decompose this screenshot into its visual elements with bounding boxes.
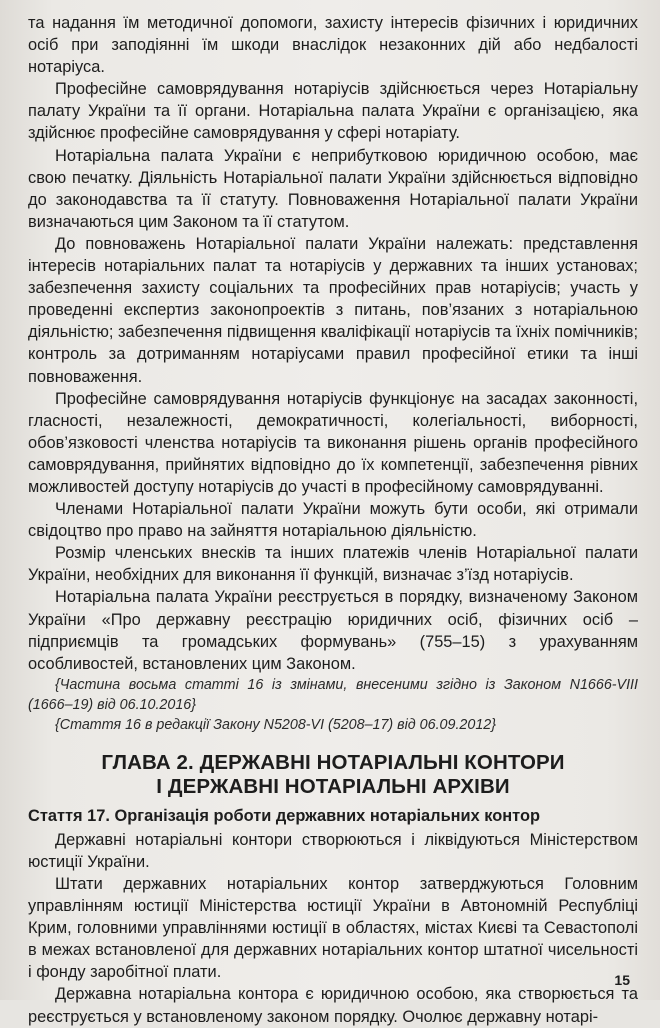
amendment-note: {Стаття 16 в редакції Закону N5208-VI (5208–17) від 06.09.2012}: [55, 716, 497, 733]
paragraph: Розмір членських внесків та інших платежів членів Нотаріальної палати України, необхідних для виконання її функцій, визначає з’їзд нотаріусів.: [28, 544, 638, 585]
page-number: 15: [614, 972, 630, 988]
paragraph: та надання їм методичної допомоги, захисту інтересів фізичних і юридичних осіб при заподіянні їм шкоди внаслідок незаконних дій або недбалості нотаріуса.: [28, 14, 638, 77]
paragraph: Нотаріальна палата України є неприбутковою юридичною особою, має свою печатку. Діяльність Нотаріальної палати України здійснюється відповідно до законодавства та її статуту. Повноваження Нотаріальної палати України визначаються цим Законом та її статутом.: [28, 146, 638, 231]
paragraph: Штати державних нотаріальних контор затверджуються Головним управлінням юстиції Міністерства юстиції України в Автономній Республіці Крим, головними управліннями юстиції в областях, містах Києві та Севастополі в межах встановленої для державних нотаріальних контор штатної чисельності і фонду заробітної плати.: [28, 875, 638, 982]
paragraph: Професійне самоврядування нотаріусів здійснюється через Нотаріальну палату України та її органи. Нотаріальна палата України є організацією, яка здійснює професійне самоврядування у сфері нотаріату.: [28, 80, 638, 143]
paragraph: Державні нотаріальні контори створюються і ліквідуються Міністерством юстиції України.: [28, 830, 638, 871]
paragraph: Членами Нотаріальної палати України можуть бути особи, які отримали свідоцтво про право на зайняття нотаріальною діяльністю.: [28, 500, 638, 541]
paragraph: Нотаріальна палата України реєструється в порядку, визначеному Законом України «Про державну реєстрацію юридичних осіб, фізичних осіб – підприємців та громадських формувань» (755–15) з урахуванням особливостей, встановлених цим Законом.: [28, 588, 638, 673]
chapter-heading-line: І ДЕРЖАВНІ НОТАРІАЛЬНІ АРХІВИ: [156, 774, 510, 798]
amendment-note: {Частина восьма статті 16 із змінами, внесеними згідно із Законом N1666-VIII (1666–19) від 06.10.2016}: [28, 676, 638, 713]
paragraph: Державна нотаріальна контора є юридичною особою, яка створюється та реєструється у встановленому законом порядку. Очолює державну нотарі-: [28, 985, 638, 1026]
chapter-heading: [28, 751, 638, 799]
paragraph: До повноважень Нотаріальної палати України належать: представлення інтересів нотаріальних палат та нотаріусів у державних та інших установах; забезпечення захисту соціальних та професійних прав нотаріусів; участь у проведенні експертиз законопроектів з питань, пов’язаних з нотаріальною діяльністю; забезпечення підвищення кваліфікації нотаріусів та їхніх помічників; контроль за дотриманням нотаріусами правил професійної етики та інші повноваження.: [28, 234, 638, 386]
chapter-heading-line: ГЛАВА 2. ДЕРЖАВНІ НОТАРІАЛЬНІ КОНТОРИ: [101, 750, 565, 774]
article-title: Стаття 17. Організація роботи державних нотаріальних контор: [28, 806, 541, 825]
paragraph: Професійне самоврядування нотаріусів функціонує на засадах законності, гласності, незалежності, демократичності, колегіальності, виборності, обов’язковості членства нотаріусів та виконання рішень органів професійного самоврядування, прийнятих відповідно до їх компетенції, забезпечення рівних можливостей доступу нотаріусів до участі в професійному самоврядуванні.: [28, 389, 638, 496]
